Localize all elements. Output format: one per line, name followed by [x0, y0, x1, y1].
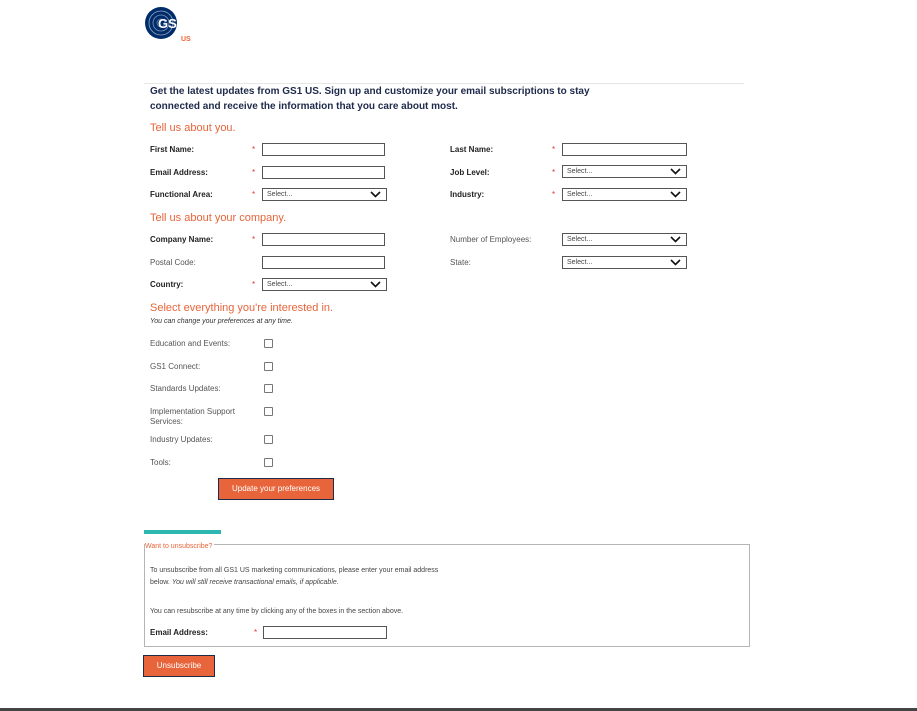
interests-heading: Select everything you're interested in. [150, 302, 334, 314]
required-mark: * [552, 145, 556, 154]
functional-area-select[interactable] [262, 188, 387, 201]
teal-accent-bar [144, 530, 221, 534]
unsubscribe-email-input[interactable] [263, 626, 387, 639]
email-label: Email Address: [150, 168, 208, 177]
country-select[interactable] [262, 278, 387, 291]
functional-area-label: Functional Area: [150, 190, 213, 199]
intro-text: Get the latest updates from GS1 US. Sign up and customize your email subscriptions to stay connected and receive the information that you care about most. [150, 86, 590, 112]
required-mark: * [252, 190, 256, 199]
unsubscribe-text-transactional: You will still receive transactional emails, if applicable. [171, 579, 339, 586]
required-mark: * [252, 145, 256, 154]
required-mark: * [252, 168, 256, 177]
interest-label-gs1-connect: GS1 Connect: [150, 362, 201, 371]
required-mark: * [252, 235, 256, 244]
job-level-select[interactable] [562, 165, 687, 178]
chevron-down-icon [370, 281, 381, 288]
chevron-down-icon [670, 168, 681, 175]
company-name-label: Company Name: [150, 235, 214, 244]
required-mark: * [252, 280, 256, 289]
gs1-us-logo[interactable] [144, 6, 194, 44]
employees-select[interactable] [562, 233, 687, 246]
state-select[interactable] [562, 256, 687, 269]
chevron-down-icon [670, 259, 681, 266]
employees-label: Number of Employees: [450, 235, 532, 244]
interest-label-industry: Industry Updates: [150, 435, 213, 444]
checkbox-tools[interactable] [264, 458, 273, 467]
interest-label-implementation: Implementation Support Services: [150, 407, 235, 426]
chevron-down-icon [670, 236, 681, 243]
chevron-down-icon [370, 191, 381, 198]
interests-note: You can change your preferences at any time. [150, 318, 293, 325]
checkbox-industry-updates[interactable] [264, 435, 273, 444]
email-input[interactable] [262, 166, 385, 179]
unsubscribe-legend: Want to unsubscribe? [145, 543, 213, 550]
about-you-heading: Tell us about you. [150, 122, 236, 134]
first-name-label: First Name: [150, 145, 195, 154]
job-level-label: Job Level: [450, 168, 490, 177]
industry-select[interactable] [562, 188, 687, 201]
state-value: Select... [567, 259, 593, 266]
state-label: State: [450, 258, 471, 267]
checkbox-standards-updates[interactable] [264, 384, 273, 393]
interest-label-standards: Standards Updates: [150, 384, 221, 393]
update-preferences-button[interactable]: Update your preferences [218, 478, 334, 500]
unsubscribe-email-label: Email Address: [150, 628, 208, 637]
logo-text: GS1 [158, 16, 185, 31]
industry-value: Select... [567, 191, 593, 198]
employees-value: Select... [567, 236, 593, 243]
last-name-input[interactable] [562, 143, 687, 156]
checkbox-gs1-connect[interactable] [264, 362, 273, 371]
unsubscribe-button[interactable]: Unsubscribe [143, 655, 215, 677]
country-label: Country: [150, 280, 184, 289]
required-mark: * [552, 168, 556, 177]
unsubscribe-fieldset [144, 544, 750, 647]
unsubscribe-text-below: below. [150, 579, 170, 586]
required-mark: * [552, 190, 556, 199]
company-heading: Tell us about your company. [150, 212, 287, 224]
industry-label: Industry: [450, 190, 485, 199]
gs1-logo-icon [144, 6, 194, 44]
first-name-input[interactable] [262, 143, 385, 156]
last-name-label: Last Name: [450, 145, 494, 154]
resubscribe-text: You can resubscribe at any time by clicking any of the boxes in the section above. [150, 608, 404, 615]
checkbox-implementation-support[interactable] [264, 407, 273, 416]
unsubscribe-text-line1: To unsubscribe from all GS1 US marketing communications, please enter your email address [150, 567, 439, 574]
chevron-down-icon [670, 191, 681, 198]
logo-sub: US [181, 36, 191, 43]
company-name-input[interactable] [262, 233, 385, 246]
job-level-value: Select... [567, 168, 593, 175]
country-value: Select... [267, 281, 293, 288]
postal-code-input[interactable] [262, 256, 385, 269]
interest-label-education: Education and Events: [150, 339, 231, 348]
checkbox-education-events[interactable] [264, 339, 273, 348]
functional-area-value: Select... [267, 191, 293, 198]
unsubscribe-text-line2 [150, 577, 339, 589]
interest-label-tools: Tools: [150, 458, 171, 467]
postal-code-label: Postal Code: [150, 258, 196, 267]
required-mark: * [254, 628, 258, 637]
